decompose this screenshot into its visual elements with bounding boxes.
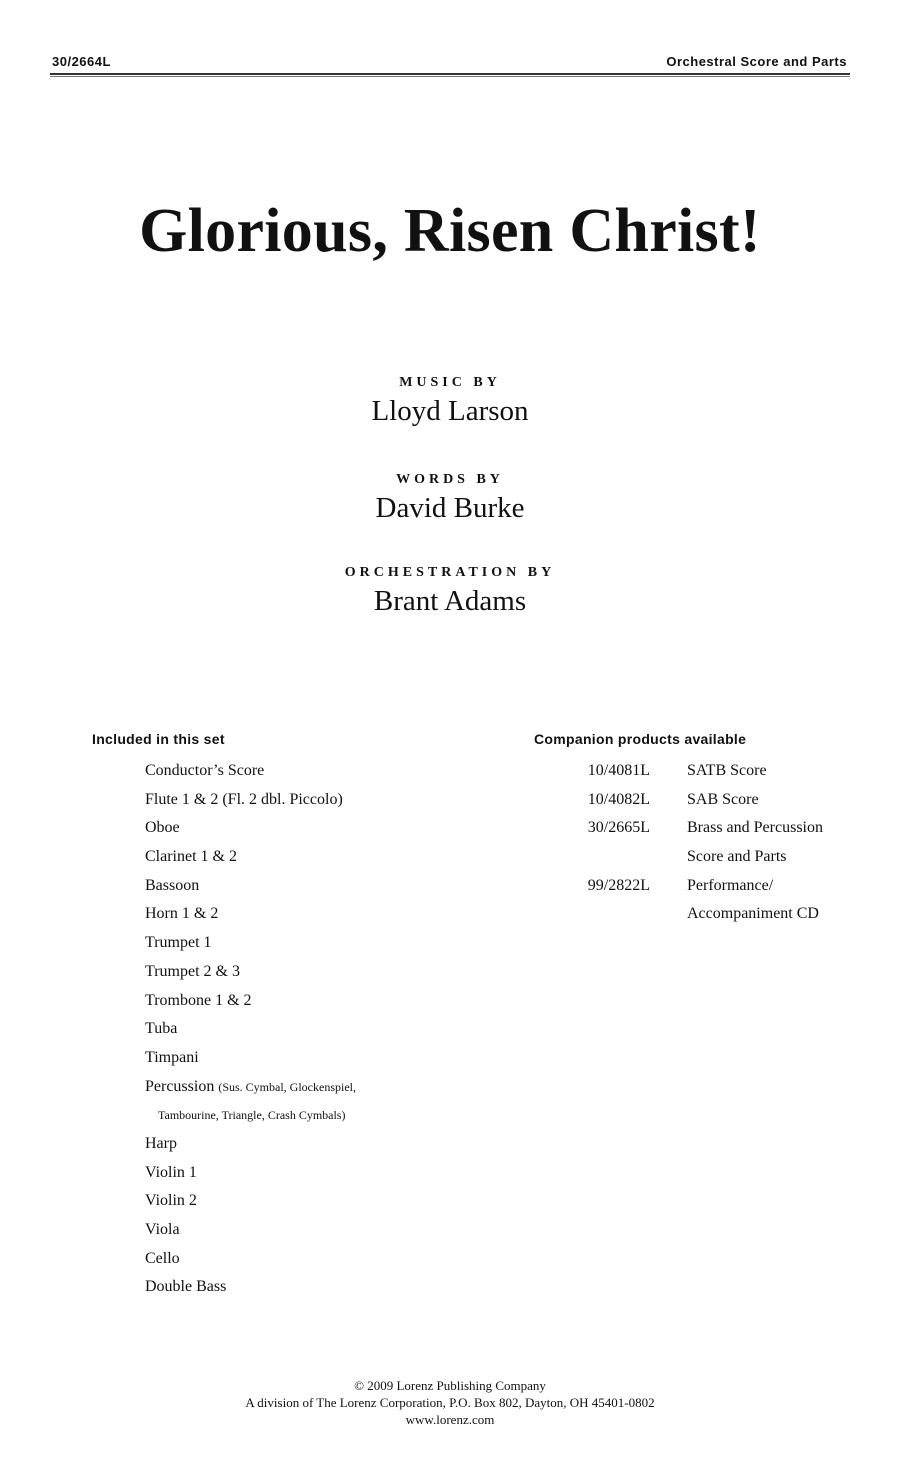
list-item: Double Bass — [145, 1278, 227, 1296]
product-desc: Accompaniment CD — [687, 905, 819, 923]
list-item: Conductor’s Score — [145, 762, 265, 779]
product-code: 99/2822L — [587, 876, 650, 894]
list-item: Harp — [145, 1134, 177, 1152]
page-title: Glorious, Risen Christ! — [139, 197, 761, 265]
composer-name: Lloyd Larson — [371, 395, 529, 427]
product-code — [578, 843, 650, 872]
product-code: 10/4081L — [587, 762, 650, 779]
catalog-code: 30/2664L — [52, 54, 111, 69]
list-item: Viola — [145, 1221, 180, 1238]
companion-row — [578, 814, 857, 843]
publisher-address: A division of The Lorenz Corporation, P.O. Box 802, Dayton, OH 45401-0802 — [245, 1395, 655, 1410]
companion-row — [578, 786, 857, 815]
companion-row — [578, 843, 857, 872]
list-item: Violin 2 — [145, 1192, 197, 1210]
list-item: Clarinet 1 & 2 — [145, 848, 237, 866]
list-item-percussion — [145, 1073, 356, 1102]
product-code: 10/4082L — [587, 790, 650, 808]
product-desc: Brass and Percussion — [687, 819, 823, 837]
companion-heading: Companion products available — [534, 731, 747, 747]
companion-row — [578, 872, 857, 901]
list-item: Horn 1 & 2 — [145, 905, 219, 923]
percussion-note: (Sus. Cymbal, Glockenspiel, — [218, 1079, 356, 1094]
header-divider — [50, 73, 850, 77]
list-item: Cello — [145, 1249, 180, 1267]
list-item: Trumpet 1 — [145, 934, 212, 952]
companion-row — [578, 757, 857, 786]
product-code: 30/2665L — [587, 819, 650, 837]
list-item: Flute 1 & 2 (Fl. 2 dbl. Piccolo) — [145, 790, 343, 808]
companion-row — [578, 900, 857, 929]
included-heading: Included in this set — [92, 731, 225, 747]
publisher-website: www.lorenz.com — [405, 1412, 495, 1427]
words-by-label: WORDS BY — [396, 472, 504, 487]
list-item: Trombone 1 & 2 — [145, 991, 252, 1009]
list-item: Oboe — [145, 819, 180, 837]
list-item: Trumpet 2 & 3 — [145, 962, 240, 980]
list-item: Timpani — [145, 1048, 199, 1066]
orchestrator-name: Brant Adams — [373, 585, 527, 617]
music-by-label: MUSIC BY — [399, 375, 501, 390]
copyright-line: © 2009 Lorenz Publishing Company — [354, 1378, 546, 1393]
companion-list — [578, 757, 857, 929]
product-desc: SAB Score — [687, 790, 759, 808]
product-code — [578, 900, 650, 929]
product-desc: SATB Score — [687, 762, 767, 779]
header-subtitle: Orchestral Score and Parts — [666, 54, 847, 69]
list-item: Violin 1 — [145, 1163, 197, 1181]
lyricist-name: David Burke — [375, 492, 525, 524]
list-item: Bassoon — [145, 876, 200, 894]
orchestration-by-label: ORCHESTRATION BY — [344, 565, 556, 580]
percussion-note-continued: Tambourine, Triangle, Crash Cymbals) — [158, 1108, 346, 1123]
product-desc: Score and Parts — [687, 848, 787, 866]
included-list — [145, 757, 356, 1302]
product-desc: Performance/ — [687, 876, 774, 894]
list-item: Tuba — [145, 1020, 178, 1038]
percussion-label: Percussion — [145, 1077, 215, 1095]
